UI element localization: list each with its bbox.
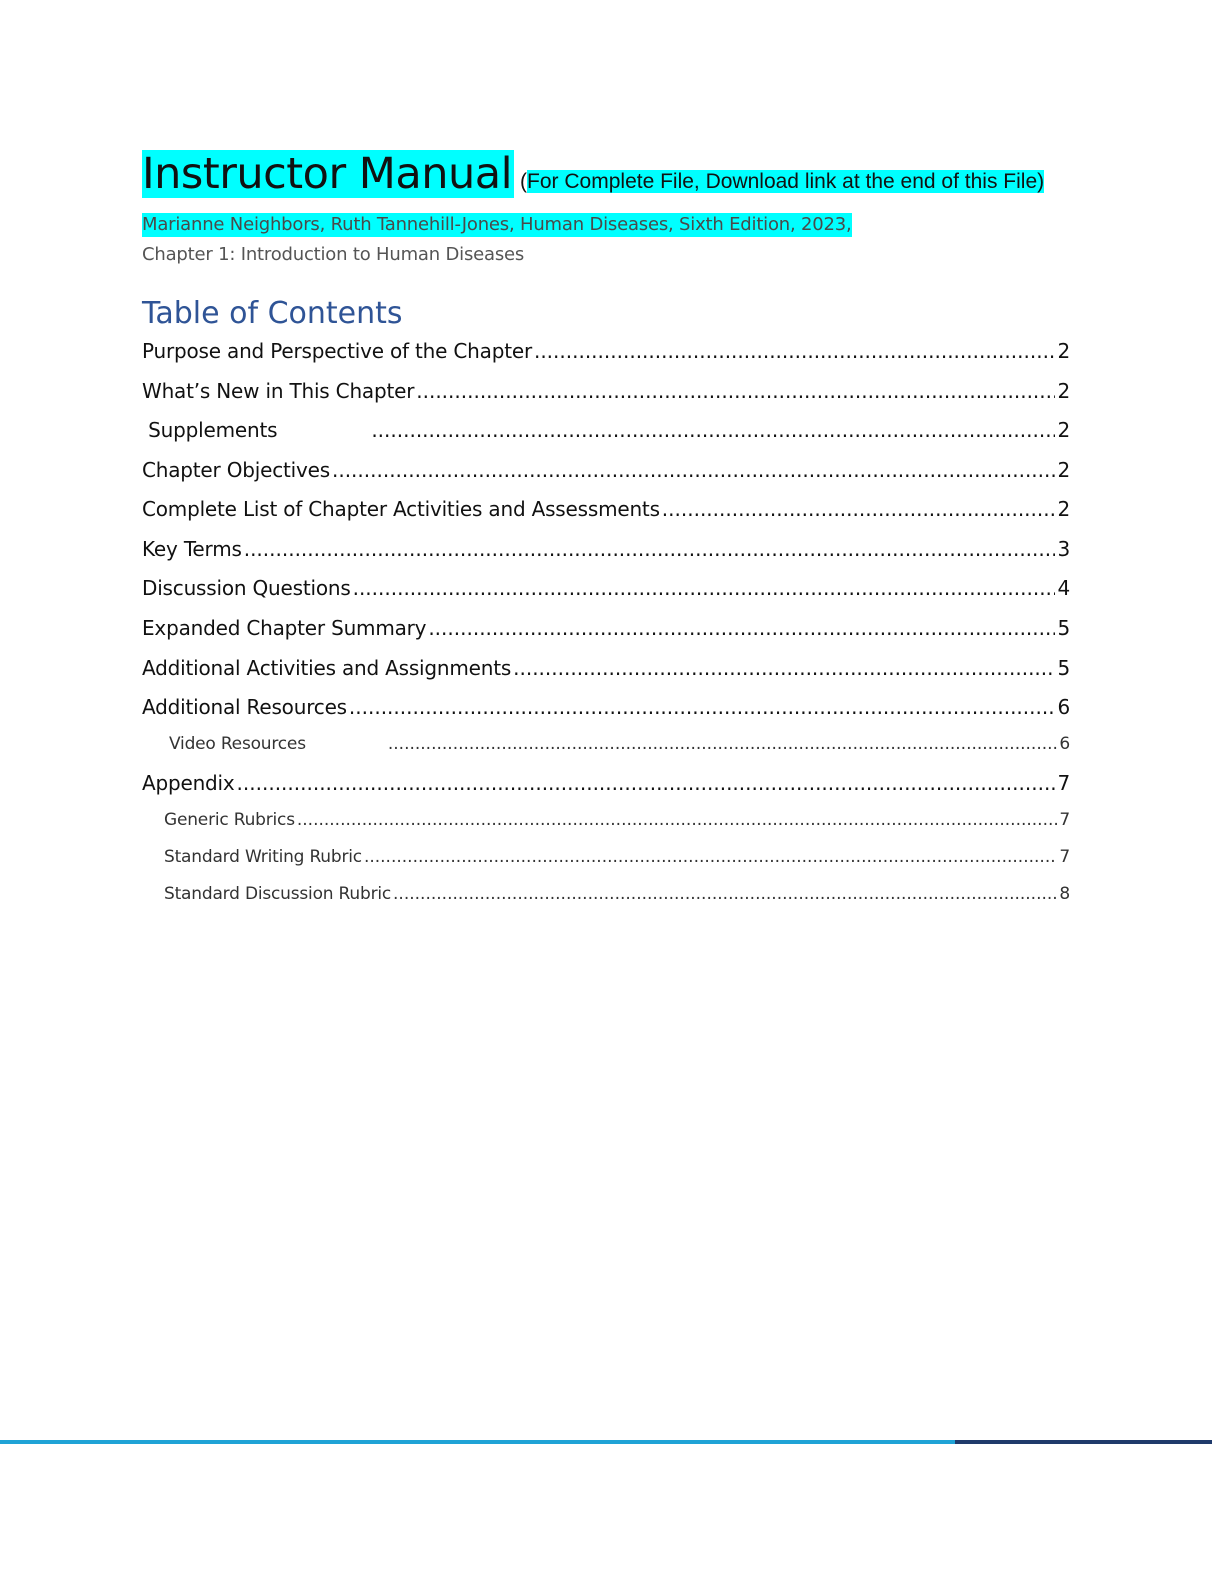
toc-entry-label: Additional Activities and Assignments (142, 656, 512, 680)
toc-entry-discussion-questions[interactable] (142, 575, 1070, 601)
toc-entry-supplements[interactable] (142, 417, 1070, 443)
toc-leader (513, 655, 1055, 681)
toc-heading: Table of Contents (142, 296, 403, 331)
toc-leader (332, 457, 1055, 483)
toc-entry-additional-resources[interactable] (142, 694, 1070, 720)
toc-leader (416, 378, 1055, 404)
footer-rule-light (0, 1440, 955, 1444)
toc-entry-page: 4 (1057, 576, 1070, 600)
toc-entry-appendix[interactable] (142, 770, 1070, 796)
footer-rule (0, 1440, 1212, 1444)
toc-entry-label: Supplements (142, 418, 278, 442)
toc-leader (388, 733, 1058, 755)
toc-entry-page: 5 (1057, 656, 1070, 680)
toc-entry-page: 7 (1059, 810, 1070, 830)
toc-entry-page: 5 (1057, 616, 1070, 640)
toc-entry-purpose[interactable] (142, 338, 1070, 364)
toc-leader (237, 770, 1056, 796)
toc-entry-label: Video Resources (169, 734, 306, 754)
toc-leader (364, 846, 1057, 868)
toc-leader (371, 417, 1055, 443)
document-title: Instructor Manual (142, 149, 513, 199)
toc-entry-key-terms[interactable] (142, 536, 1070, 562)
toc-leader (297, 809, 1058, 831)
toc-entry-page: 7 (1057, 771, 1070, 795)
toc-entry-label: What’s New in This Chapter (142, 379, 415, 403)
toc-entry-label: Appendix (142, 771, 235, 795)
toc-leader (353, 575, 1056, 601)
authors-line: Marianne Neighbors, Ruth Tannehill-Jones, Human Diseases, Sixth Edition, 2023, (142, 214, 852, 235)
toc-leader (428, 615, 1055, 641)
toc-entry-page: 2 (1057, 379, 1070, 403)
toc-entry-label: Additional Resources (142, 695, 347, 719)
toc-entry-page: 2 (1057, 458, 1070, 482)
download-note (520, 169, 1044, 195)
toc-entry-page: 2 (1057, 418, 1070, 442)
toc-entry-page: 8 (1059, 884, 1070, 904)
toc-leader (244, 536, 1056, 562)
toc-entry-page: 7 (1059, 847, 1070, 867)
toc-leader (534, 338, 1056, 364)
download-note-text: For Complete File, Download link at the end of this File) (527, 170, 1045, 193)
toc-entry-page: 2 (1057, 339, 1070, 363)
title-row (142, 150, 1044, 198)
toc-entry-expanded-summary[interactable] (142, 615, 1070, 641)
toc-entry-label: Complete List of Chapter Activities and Assessments (142, 497, 660, 521)
toc-entry-video-resources[interactable] (169, 733, 1070, 755)
toc-leader (662, 496, 1056, 522)
toc-entry-label: Discussion Questions (142, 576, 351, 600)
toc-entry-objectives[interactable] (142, 457, 1070, 483)
toc-entry-label: Chapter Objectives (142, 458, 330, 482)
toc-entry-label: Standard Discussion Rubric (164, 884, 392, 904)
toc-entry-page: 6 (1057, 695, 1070, 719)
toc-entry-generic-rubrics[interactable] (164, 809, 1070, 831)
toc-entry-page: 3 (1057, 537, 1070, 561)
toc-leader (349, 694, 1056, 720)
toc-entry-page: 6 (1059, 734, 1070, 754)
toc-entry-label: Key Terms (142, 537, 242, 561)
toc-leader (393, 883, 1057, 905)
toc-entry-label: Purpose and Perspective of the Chapter (142, 339, 532, 363)
toc-entry-page: 2 (1057, 497, 1070, 521)
toc-entry-label: Expanded Chapter Summary (142, 616, 427, 640)
toc-entry-discussion-rubric[interactable] (164, 883, 1070, 905)
toc-entry-activities-assessments[interactable] (142, 496, 1070, 522)
toc-entry-label: Standard Writing Rubric (164, 847, 362, 867)
toc-entry-whats-new[interactable] (142, 378, 1070, 404)
toc-entry-writing-rubric[interactable] (164, 846, 1070, 868)
chapter-line: Chapter 1: Introduction to Human Diseases (142, 244, 525, 265)
toc-entry-label: Generic Rubrics (164, 810, 295, 830)
toc-entry-additional-activities[interactable] (142, 655, 1070, 681)
footer-rule-dark (955, 1440, 1212, 1444)
download-note-open: ( (520, 170, 528, 193)
